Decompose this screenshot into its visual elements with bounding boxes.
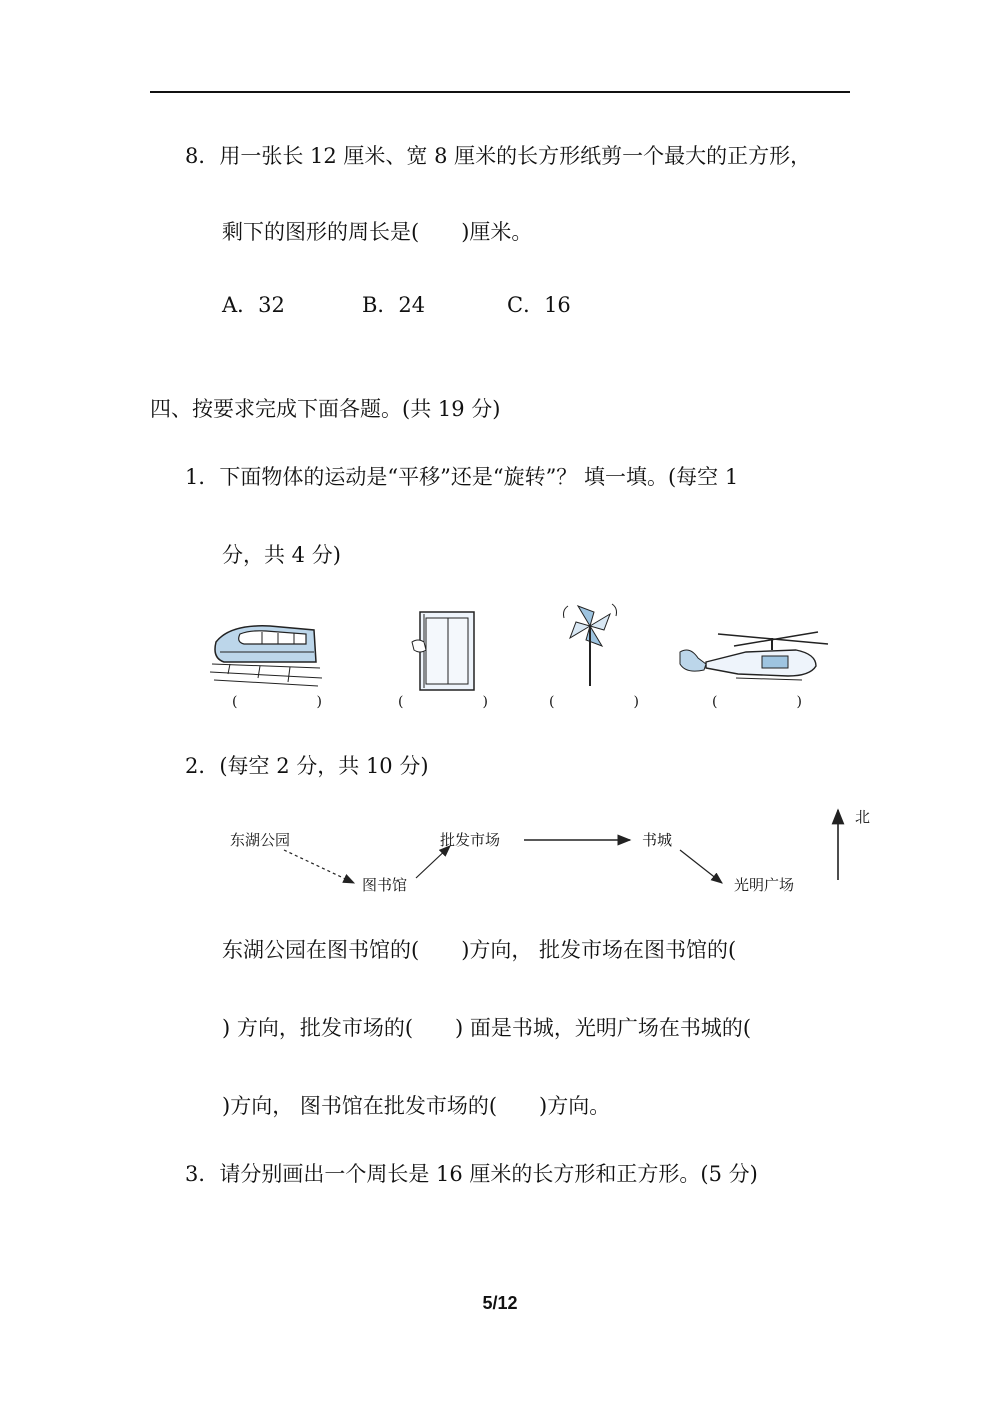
train-open-paren: ( [232,694,238,710]
top-rule [150,91,850,93]
helicopter-close-paren: ) [796,694,802,710]
map-label-north: 北 [855,808,871,826]
q8-line1: 8．用一张长 12 厘米、宽 8 厘米的长方形纸剪一个最大的正方形， [185,144,812,168]
map-label-guangming: 光明广场 [734,876,795,894]
arrow-bookcity-to-guangming [680,850,722,883]
pinwheel-answer-blank[interactable] [549,694,639,710]
pinwheel-close-paren: ) [633,694,639,710]
arrow-library-to-market [416,846,450,878]
train-close-paren: ) [316,694,322,710]
q8-option-c: C．16 [507,293,571,317]
q8-option-a: A．32 [222,293,285,317]
pinwheel-open-paren: ( [549,694,555,710]
q2-title: 2．(每空 2 分，共 10 分) [185,754,429,778]
window-answer-blank[interactable] [398,694,488,710]
arrow-donghu-to-library [284,850,354,883]
helicopter-answer-blank[interactable] [712,694,802,710]
map-label-market: 批发市场 [440,831,501,849]
q2-line1: 东湖公园在图书馆的( )方向， 批发市场在图书馆的( [222,938,737,962]
helicopter-icon [676,628,836,688]
page-number: 5/12 [482,1293,518,1313]
q3-text: 3．请分别画出一个周长是 16 厘米的长方形和正方形。(5 分) [185,1162,758,1186]
map-label-donghu: 东湖公园 [230,831,291,849]
sliding-window-icon [408,608,478,694]
q2-line3: )方向， 图书馆在批发市场的( )方向。 [222,1094,611,1118]
q2-line2: ) 方向，批发市场的( ) 面是书城，光明广场在书城的( [222,1016,752,1040]
q8-line2: 剩下的图形的周长是( )厘米。 [222,220,533,244]
pinwheel-icon [560,598,620,688]
q1-line2: 分，共 4 分) [222,543,341,567]
map-label-bookcity: 书城 [642,831,673,849]
train-icon [210,612,322,692]
q1-line1: 1．下面物体的运动是“平移”还是“旋转”？ 填一填。(每空 1 [185,465,739,489]
window-open-paren: ( [398,694,404,710]
section4-title: 四、按要求完成下面各题。(共 19 分) [150,397,501,421]
train-answer-blank[interactable] [232,694,322,710]
q8-option-b: B．24 [362,293,426,317]
map-label-library: 图书馆 [362,876,408,894]
window-close-paren: ) [482,694,488,710]
helicopter-open-paren: ( [712,694,718,710]
